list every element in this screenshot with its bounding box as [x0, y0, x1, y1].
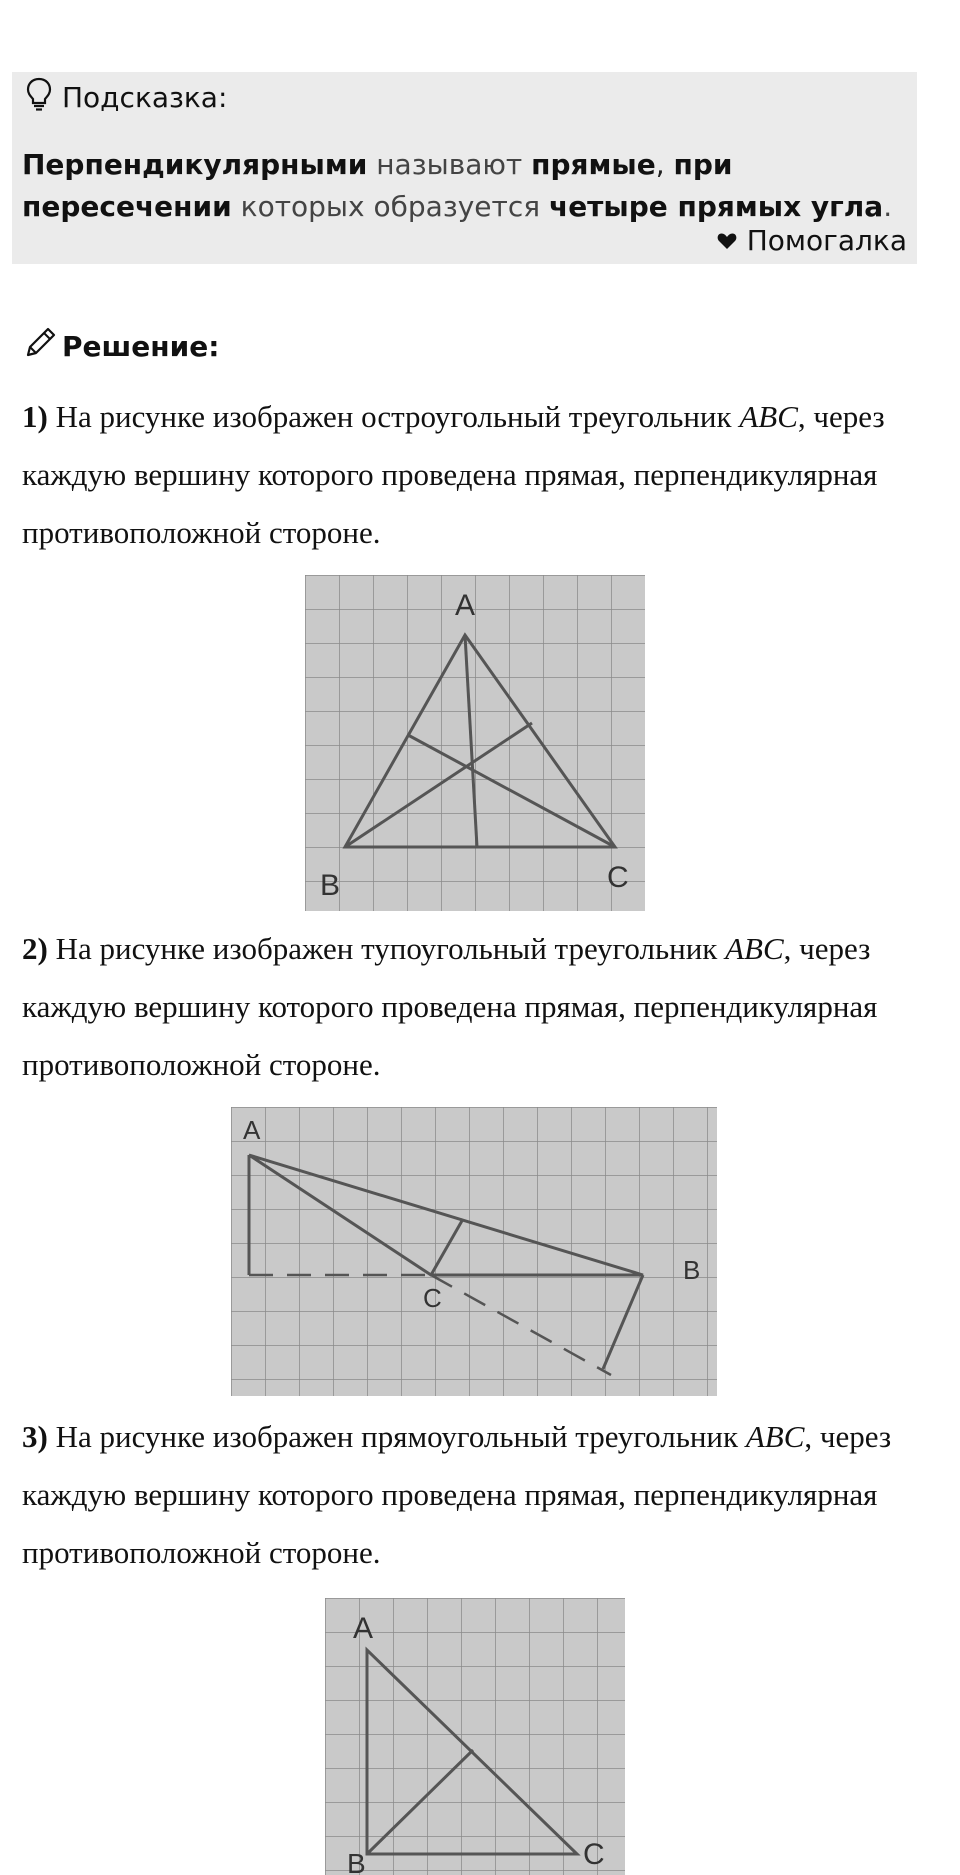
hint-title: Подсказка: [62, 80, 228, 114]
label-b: B [347, 1848, 366, 1875]
label-c: C [423, 1283, 442, 1313]
credit-label: Помогалка [746, 223, 907, 257]
heart-icon [717, 224, 737, 257]
label-a: A [353, 1612, 374, 1645]
label-c: C [607, 861, 629, 894]
hint-box [12, 72, 917, 264]
label-a: A [455, 589, 476, 622]
item-number: 3) [22, 1419, 48, 1454]
hint-text-plain: которых образуется [231, 190, 549, 223]
hint-credit[interactable] [717, 222, 907, 258]
triangle-name: ABC [739, 399, 798, 434]
hint-term: четыре прямых угла [548, 190, 884, 223]
item-text: , через каждую вершину которого проведена прямая, перпендикулярная противоположной стороне. [22, 399, 885, 550]
hint-text [22, 144, 912, 228]
figure-right-triangle [325, 1598, 625, 1875]
pencil-icon [22, 325, 58, 368]
label-b: B [683, 1255, 701, 1285]
hint-term: при пересечении [22, 148, 733, 223]
item-text: , через каждую вершину которого проведена прямая, перпендикулярная противоположной стороне. [22, 1419, 892, 1570]
hint-text-plain: называют [367, 148, 532, 181]
hint-term: Перпендикулярными [22, 148, 368, 181]
label-b: B [320, 869, 341, 902]
item-text: На рисунке изображен тупоугольный треугольник [47, 931, 726, 966]
item-text: , через каждую вершину которого проведена прямая, перпендикулярная противоположной стороне. [22, 931, 878, 1082]
triangle-name: ABC [725, 931, 784, 966]
solution-header [22, 326, 219, 366]
hint-text-plain: , [655, 148, 674, 181]
item-number: 2) [22, 931, 48, 966]
item-text: На рисунке изображен прямоугольный треугольник [47, 1419, 746, 1454]
hint-text-plain: . [883, 190, 893, 223]
solution-item-1 [22, 388, 922, 562]
figure-obtuse-triangle [231, 1107, 717, 1396]
item-number: 1) [22, 399, 48, 434]
solution-item-2 [22, 920, 922, 1094]
lightbulb-icon [26, 77, 52, 118]
item-text: На рисунке изображен остроугольный треугольник [47, 399, 740, 434]
label-a: A [243, 1115, 261, 1145]
triangle-name: ABC [745, 1419, 805, 1454]
hint-header [26, 82, 227, 112]
solution-title: Решение: [62, 329, 220, 363]
figure-acute-triangle [305, 575, 645, 911]
hint-term: прямые [531, 148, 656, 181]
solution-item-3 [22, 1408, 922, 1582]
label-c: C [583, 1838, 605, 1871]
